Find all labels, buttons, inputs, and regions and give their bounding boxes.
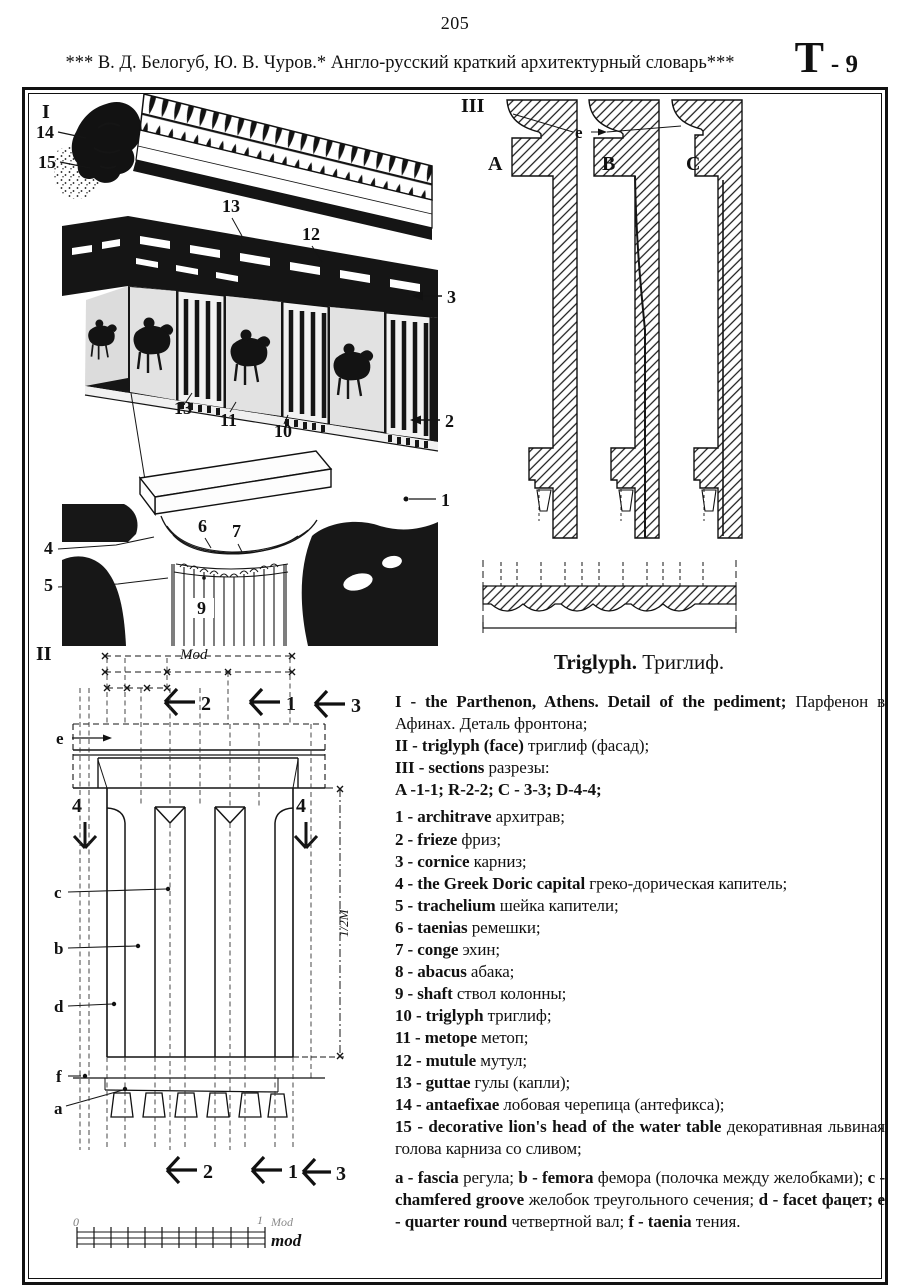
legend-item-2: 2 - frieze фриз; bbox=[395, 829, 501, 849]
legend-intro-2-en: II - triglyph (face) bbox=[395, 736, 524, 756]
fig2-arrow-1-label: 1 bbox=[286, 693, 296, 715]
fig2-callout-a: a bbox=[54, 1099, 63, 1118]
construction-lines bbox=[80, 658, 311, 1150]
fig2-callout-d: d bbox=[54, 997, 64, 1016]
legend-item-14: 14 - antaefixae лобовая черепица (антефикса); bbox=[395, 1094, 725, 1114]
header-title: *** В. Д. Белогуб, Ю. В. Чуров.* Англо-русский краткий архитектурный словарь*** bbox=[65, 53, 735, 73]
legend-intro-3-ru: разрезы: bbox=[488, 758, 550, 778]
fig2-callout-4-left: 4 bbox=[72, 795, 82, 817]
figure-1-parthenon-pediment bbox=[28, 90, 460, 648]
fig1-callout-2: 2 bbox=[445, 411, 454, 431]
half-module-label: 1/2M bbox=[336, 909, 351, 937]
mod-dimension-label: Mod bbox=[180, 647, 208, 663]
legend-item-12: 12 - mutule мутул; bbox=[395, 1050, 528, 1070]
section-arrows-top bbox=[165, 689, 345, 717]
fig3-section-b-label: B bbox=[602, 153, 616, 175]
fig2-callout-f: f bbox=[56, 1067, 62, 1086]
legend-item-10: 10 - triglyph триглиф; bbox=[395, 1006, 552, 1026]
fig1-callout-10: 10 bbox=[274, 421, 292, 441]
fig2-callout-b: b bbox=[54, 939, 64, 958]
scale-mod-bold-label: mod bbox=[271, 1231, 302, 1250]
legend-item-15: 15 - decorative lion's head of the water table декоративная львиная голова карниза со сливом; bbox=[395, 1116, 885, 1158]
fig3-label: III bbox=[461, 95, 485, 117]
module-scale-bar bbox=[73, 1213, 302, 1250]
fig1-callout-5: 5 bbox=[44, 575, 53, 595]
quarter-round-band bbox=[73, 724, 325, 788]
dimension-lines-top bbox=[102, 647, 295, 691]
fig1-callout-11: 11 bbox=[220, 410, 238, 430]
plan-hatched-strip bbox=[483, 586, 736, 611]
legend-intro-2 bbox=[395, 735, 885, 757]
cap-band bbox=[73, 758, 334, 788]
shadow-bottom-left bbox=[62, 556, 126, 646]
legend-letters-paragraph: a - fascia регула; b - femora фемора (полочка между желобками); c - chamfered groove желобок треугольного сечения; d - facet фацет; e - quarter round четвертной вал; f - taenia тения. bbox=[395, 1167, 886, 1232]
legend-item-3: 3 - cornice карниз; bbox=[395, 851, 527, 871]
letter-tab bbox=[794, 33, 858, 82]
fig1-callout-12: 12 bbox=[302, 224, 320, 244]
entry-title-en: Triglyph. bbox=[553, 650, 637, 674]
fig1-callout-14: 14 bbox=[36, 122, 54, 142]
entry-title bbox=[395, 650, 883, 675]
fig2-bottom-arrow-1: 1 bbox=[288, 1161, 298, 1183]
fig2-arrow-3-label: 3 bbox=[351, 695, 361, 717]
fig1-callout-1: 1 bbox=[441, 490, 450, 510]
fluted-shaft bbox=[172, 564, 286, 646]
page-number: 205 bbox=[440, 13, 470, 33]
tab-suffix: - 9 bbox=[830, 51, 858, 78]
cornice-left-face bbox=[62, 216, 128, 296]
fig3-callout-e: e bbox=[575, 123, 583, 142]
fig3-section-a-label: A bbox=[488, 153, 503, 175]
legend-intro-4 bbox=[395, 779, 885, 801]
plan-view bbox=[483, 560, 736, 635]
legend-item-7: 7 - conge эхин; bbox=[395, 940, 501, 960]
legend-item-13: 13 - guttae гулы (капли); bbox=[395, 1072, 571, 1092]
legend-intro-1 bbox=[395, 691, 885, 735]
tab-letter: Т bbox=[794, 33, 824, 82]
legend-item-8: 8 - abacus абака; bbox=[395, 962, 515, 982]
legend-intro-1-en: I - the Parthenon, Athens. Detail of the pediment; bbox=[395, 692, 787, 711]
shadow-mid-left bbox=[62, 504, 138, 542]
legend-item-11: 11 - metope метоп; bbox=[395, 1028, 529, 1048]
legend bbox=[395, 691, 885, 1233]
triglyph-channels bbox=[107, 807, 293, 1057]
legend-item-5: 5 - trachelium шейка капители; bbox=[395, 895, 619, 915]
legend-item-1: 1 - architrave архитрав; bbox=[395, 807, 565, 827]
section-b-profile bbox=[589, 100, 659, 538]
legend-item-6: 6 - taenias ремешки; bbox=[395, 917, 541, 937]
legend-intro-2-ru: триглиф (фасад); bbox=[527, 736, 650, 756]
fig1-callout-13b: 13 bbox=[174, 398, 192, 418]
triglyph-outline bbox=[107, 788, 293, 1057]
legend-intro-3-en: III - sections bbox=[395, 758, 485, 778]
fig2-callout-c: c bbox=[54, 883, 62, 902]
fig3-section-c-label: C bbox=[686, 153, 701, 175]
figure-3-sections bbox=[455, 90, 885, 648]
fig2-arrow-2-label: 2 bbox=[201, 693, 211, 715]
legend-item-9: 9 - shaft ствол колонны; bbox=[395, 984, 567, 1004]
section-c-profile bbox=[672, 100, 742, 538]
taenia-regula bbox=[73, 1078, 325, 1092]
fig1-callout-6: 6 bbox=[198, 516, 207, 536]
scale-mod-light-label: Mod bbox=[271, 1215, 293, 1229]
legend-intro-3 bbox=[395, 757, 885, 779]
fig1-label: I bbox=[42, 101, 50, 123]
fig1-callout-4: 4 bbox=[44, 538, 53, 558]
figure-2-triglyph-face bbox=[28, 642, 398, 1270]
section-arrows-bottom bbox=[167, 1157, 331, 1185]
guttae-drawing bbox=[111, 1093, 287, 1117]
fig1-callout-3: 3 bbox=[447, 287, 456, 307]
legend-item-4: 4 - the Greek Doric capital греко-дорическая капитель; bbox=[395, 873, 788, 893]
scale-one-label: 1 bbox=[257, 1213, 263, 1227]
scale-zero-label: 0 bbox=[73, 1215, 79, 1229]
legend-intro-4-en: A -1-1; R-2-2; C - 3-3; D-4-4; bbox=[395, 780, 602, 800]
fig2-label: II bbox=[36, 643, 52, 665]
fig2-bottom-arrow-2: 2 bbox=[203, 1161, 213, 1183]
fig1-callout-7: 7 bbox=[232, 521, 241, 541]
entry-title-ru: Триглиф. bbox=[642, 650, 725, 674]
fig2-callout-e: e bbox=[56, 729, 64, 748]
half-module-dimension bbox=[293, 786, 351, 1059]
fig2-bottom-arrow-3: 3 bbox=[336, 1163, 346, 1185]
fig2-callout-4-right: 4 bbox=[296, 795, 306, 817]
section-a-profile bbox=[507, 100, 577, 538]
abacus-drawing bbox=[140, 451, 331, 514]
legend-intro-1-ru: Парфенон в Афинах. Деталь фронтона; bbox=[395, 692, 886, 734]
fig1-callout-15: 15 bbox=[38, 152, 56, 172]
fig1-callout-13a: 13 bbox=[222, 196, 240, 216]
fig1-callout-9: 9 bbox=[197, 598, 206, 618]
